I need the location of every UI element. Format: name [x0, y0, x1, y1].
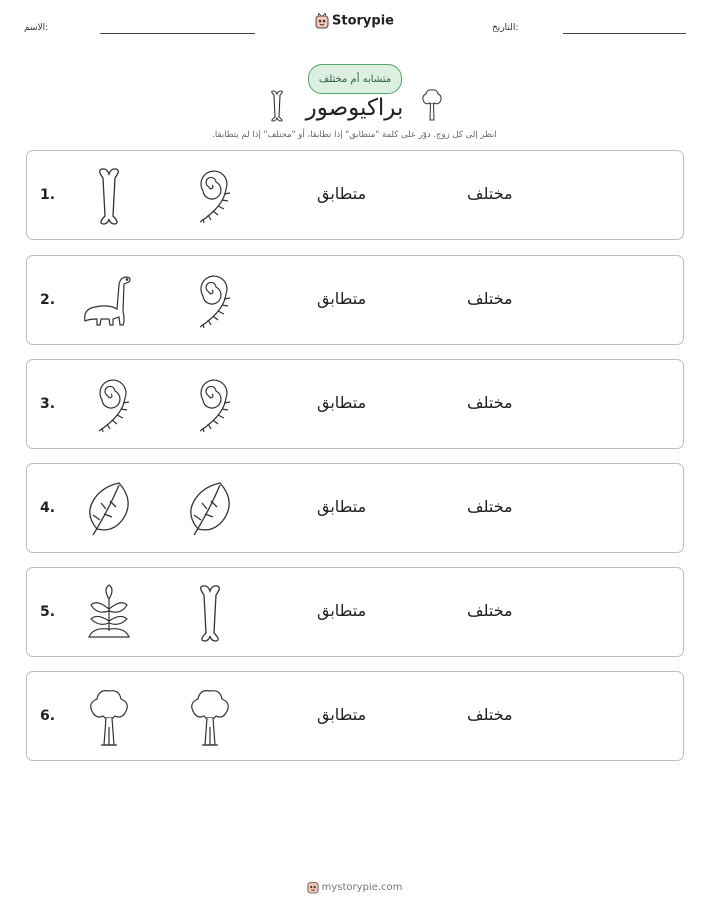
leaf-icon	[180, 479, 240, 539]
exercise-row-4	[26, 463, 684, 553]
tree-icon	[79, 687, 139, 747]
badge-same-or-different: متشابه أم مختلف	[308, 64, 402, 94]
date-field-line[interactable]	[563, 33, 686, 34]
row-number: 4.	[40, 500, 56, 516]
tree-icon	[420, 88, 444, 122]
name-field-line[interactable]	[100, 33, 255, 34]
fern-icon	[180, 271, 240, 331]
same-option[interactable]: متطابق	[317, 497, 367, 516]
tree-icon	[180, 687, 240, 747]
exercise-row-2	[26, 255, 684, 345]
page-title: براكيوصور	[305, 95, 404, 121]
brand-logo	[0, 13, 709, 29]
fern-icon	[79, 375, 139, 435]
bone-icon	[79, 166, 139, 226]
same-option[interactable]: متطابق	[317, 393, 367, 412]
brachiosaurus-icon	[79, 271, 139, 331]
different-option[interactable]: مختلف	[467, 393, 513, 412]
bone-icon	[180, 583, 240, 643]
exercise-row-5	[26, 567, 684, 657]
row-number: 3.	[40, 396, 56, 412]
fern-icon	[180, 375, 240, 435]
brand-name: Storypie	[332, 13, 394, 29]
date-label: التاريخ:	[492, 23, 519, 33]
exercise-row-6	[26, 671, 684, 761]
same-option[interactable]: متطابق	[317, 705, 367, 724]
storypie-logo-icon	[315, 13, 329, 29]
different-option[interactable]: مختلف	[467, 497, 513, 516]
row-number: 5.	[40, 604, 56, 620]
leaf-icon	[79, 479, 139, 539]
different-option[interactable]: مختلف	[467, 601, 513, 620]
exercise-row-3	[26, 359, 684, 449]
fern-icon	[180, 166, 240, 226]
plant-icon	[79, 583, 139, 643]
different-option[interactable]: مختلف	[467, 184, 513, 203]
instructions: انظر إلى كل زوج. دوّر على كلمة "متطابق" إذا تطابقا، أو "مختلف" إذا لم يتطابقا.	[212, 130, 497, 140]
footer	[0, 880, 709, 894]
different-option[interactable]: مختلف	[467, 705, 513, 724]
exercise-row-1	[26, 150, 684, 240]
same-option[interactable]: متطابق	[317, 184, 367, 203]
name-label: الاسم:	[24, 23, 49, 33]
row-number: 1.	[40, 187, 56, 203]
row-number: 6.	[40, 708, 56, 724]
different-option[interactable]: مختلف	[467, 289, 513, 308]
row-number: 2.	[40, 292, 56, 308]
same-option[interactable]: متطابق	[317, 289, 367, 308]
same-option[interactable]: متطابق	[317, 601, 367, 620]
storypie-logo-icon	[307, 880, 319, 894]
footer-url[interactable]: mystorypie.com	[321, 882, 403, 893]
